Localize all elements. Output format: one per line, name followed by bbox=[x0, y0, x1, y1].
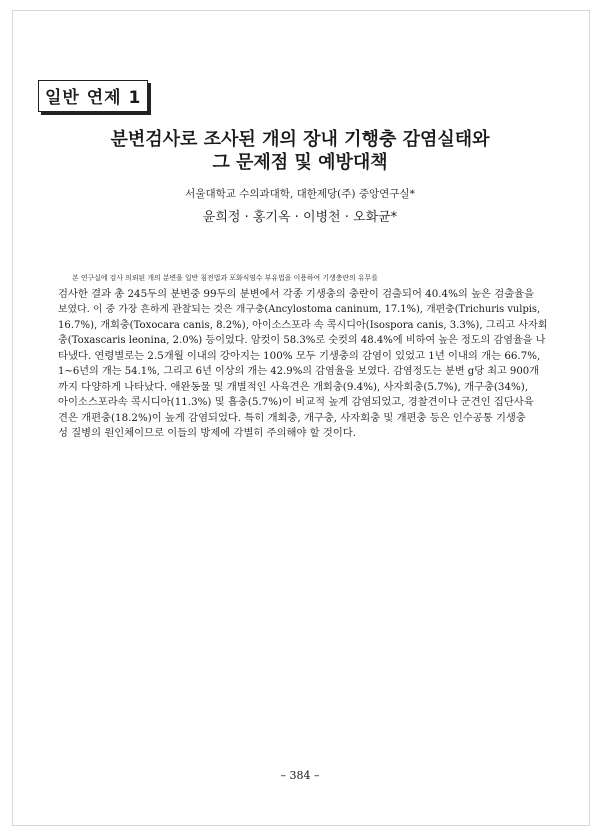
affiliation: 서울대학교 수의과대학, 대한제당(주) 중앙연구실* bbox=[185, 188, 415, 200]
abstract-line: 검사한 결과 총 245두의 분변중 99두의 분변에서 각종 기생충의 충란이 검출되어 40.4%의 높은 검출율을 bbox=[58, 287, 535, 300]
abstract-line: 본 연구실에 검사 의뢰된 개의 분변을 일반 침전법과 포화식염수 부유법을 이용하여 기생충란의 유무를 bbox=[72, 274, 378, 282]
section-label: 일반 연제 1 bbox=[38, 80, 148, 112]
abstract-line: 아이소스포라속 콕시디아(11.3%) 및 흡충(5.7%)이 비교적 높게 감염되었고, 경찰견이나 군견인 집단사육 bbox=[58, 396, 534, 408]
abstract-line: 충(Toxascaris leonina, 2.0%) 등이었다. 암컷이 58.3%로 숫컷의 48.4%에 비하여 높은 정도의 감염율을 나 bbox=[58, 335, 546, 346]
abstract-line: 보였다. 이 중 가장 흔하게 관찰되는 것은 개구충(Ancylostoma caninum, 17.1%), 개편충(Trichuris vulpis, bbox=[58, 304, 541, 315]
abstract-line: 1~6년의 개는 54.1%, 그리고 6년 이상의 개는 42.9%의 감염율을 보였다. 감염정도는 분변 g당 최고 900개 bbox=[58, 366, 539, 377]
abstract-line: 성 질병의 원인체이므로 이들의 방제에 각별히 주의해야 할 것이다. bbox=[58, 427, 357, 439]
title-line-1: 분변검사로 조사된 개의 장내 기행충 감염실태와 bbox=[110, 129, 490, 150]
authors: 윤희정 · 홍기옥 · 이병천 · 오화균* bbox=[202, 210, 398, 225]
abstract-line: 까지 다양하게 나타났다. 애완동물 및 개별적인 사육견은 개회충(9.4%), 사자회충(5.7%), 개구충(34%), bbox=[58, 380, 529, 393]
abstract-line: 16.7%), 개회충(Toxocara canis, 8.2%), 아이소스포라 속 콕시디아(Isospora canis, 3.3%), 그리고 사자회 bbox=[58, 319, 548, 331]
title-line-2: 그 문제점 및 예방대책 bbox=[212, 152, 388, 173]
abstract-line: 타냈다. 연령별로는 2.5개월 이내의 강아지는 100% 모두 기생충의 감염이 있었고 1년 이내의 개는 66.7%, bbox=[58, 349, 541, 362]
abstract bbox=[58, 271, 548, 442]
abstract-line: 견은 개편충(18.2%)이 높게 감염되었다. 특히 개회충, 개구충, 사자회충 및 개편충 등은 인수공통 기생충 bbox=[58, 411, 526, 424]
page-number: – 384 – bbox=[280, 769, 320, 782]
paper-title bbox=[0, 128, 600, 174]
